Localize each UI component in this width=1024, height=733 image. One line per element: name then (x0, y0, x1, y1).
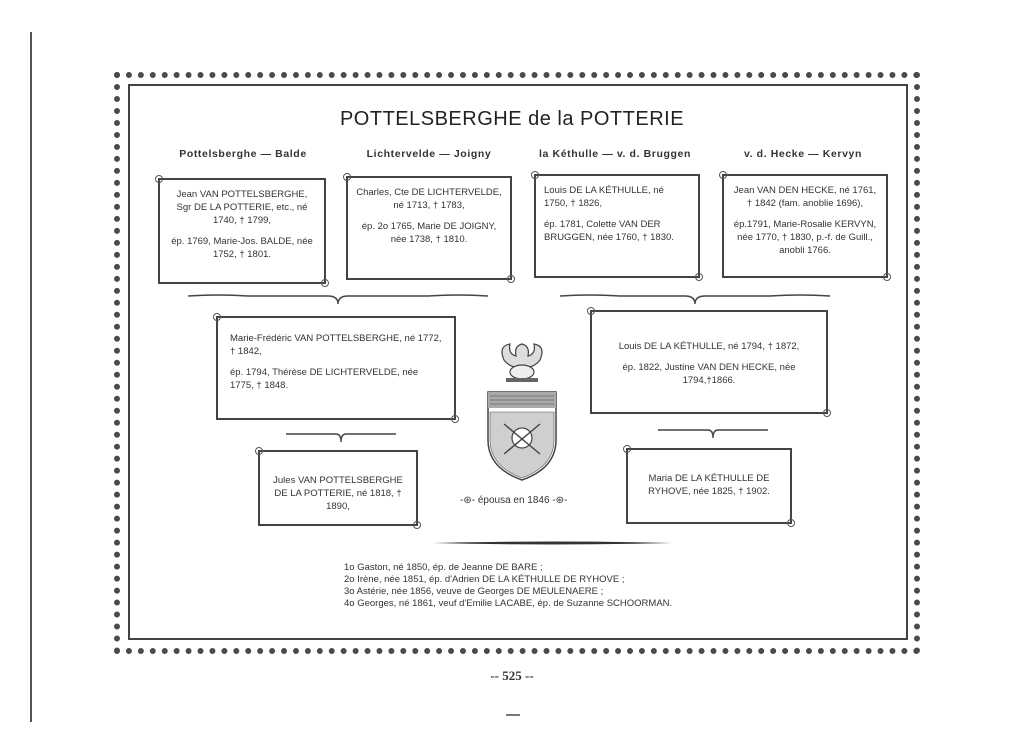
person-text: Jean VAN DEN HECKE, né 1761, † 1842 (fam. anoblie 1696), (733, 185, 877, 209)
person-box-louis-kethulle (590, 310, 828, 414)
page-number: -- 525 -- (490, 668, 534, 683)
person-box-lichtervelde-joigny (346, 176, 512, 280)
divider-rule (432, 541, 672, 545)
marriage-text: ép. 1822, Justine VAN DEN HECKE, née 1794,†1866. (622, 362, 796, 386)
marriage-text: ép. 2o 1765, Marie DE JOIGNY, née 1738, † 1810. (361, 221, 497, 245)
person-text: Maria DE LA KÉTHULLE DE RYHOVE, née 1825, † 1902. (648, 473, 770, 497)
heraldic-shield-icon (484, 342, 560, 482)
connector-brace-4 (658, 426, 768, 440)
children-list (344, 562, 672, 610)
column-head-1: Pottelsberghe — Balde (179, 148, 307, 160)
connector-brace-2 (560, 292, 830, 306)
child-item: 1o Gaston, né 1850, ép. de Jeanne DE BARE ; (344, 562, 543, 573)
page-title: POTTELSBERGHE de la POTTERIE (339, 108, 685, 130)
column-head-3: la Kéthulle — v. d. Bruggen (539, 148, 691, 160)
marriage-text: ép.1791, Marie-Rosalie KERVYN, née 1770, † 1830, p.-f. de Guill., anobli 1766. (733, 219, 877, 256)
marriage-text: ép. 1794, Thérèse DE LICHTERVELDE, née 1775, † 1848. (230, 367, 419, 391)
child-item: 4o Georges, né 1861, veuf d'Emilie LACABE, ép. de Suzanne SCHOORMAN. (344, 598, 673, 609)
person-text: Marie-Frédéric VAN POTTELSBERGHE, né 1772, † 1842, (230, 333, 442, 357)
connector-brace-3 (286, 430, 396, 444)
person-text: Charles, Cte DE LICHTERVELDE, né 1713, † 1783, (356, 187, 502, 211)
child-item: 3o Astérie, née 1856, veuve de Georges DE MEULENAERE ; (344, 586, 604, 597)
footer-mark (506, 714, 520, 716)
person-text: Louis DE LA KÉTHULLE, né 1750, † 1826, (544, 185, 664, 209)
column-head-4: v. d. Hecke — Kervyn (743, 148, 863, 160)
person-text: Louis DE LA KÉTHULLE, né 1794, † 1872, (618, 341, 800, 352)
column-head-2: Lichtervelde — Joigny (366, 148, 492, 160)
person-text: Jules VAN POTTELSBERGHE DE LA POTTERIE, né 1818, † 1890, (273, 475, 403, 512)
marriage-text: ép. 1781, Colette VAN DER BRUGGEN, née 1760, † 1830. (544, 219, 674, 243)
person-box-jules (258, 450, 418, 526)
person-box-hecke-kervyn (722, 174, 888, 278)
person-box-pottelsberghe-balde (158, 178, 326, 284)
connector-brace-1 (188, 292, 488, 306)
child-item: 2o Irène, née 1851, ép. d'Adrien DE LA KÉTHULLE DE RYHOVE ; (344, 574, 625, 585)
marriage-label: -⊛- épousa en 1846 -⊛- (460, 495, 568, 506)
person-box-marie-frederic (216, 316, 456, 420)
book-spine-line (30, 32, 32, 722)
person-box-kethulle-bruggen (534, 174, 700, 278)
marriage-text: ép. 1769, Marie-Jos. BALDE, née 1752, † 1801. (171, 236, 313, 260)
person-box-maria (626, 448, 792, 524)
person-text: Jean VAN POTTELSBERGHE, Sgr DE LA POTTERIE, etc., né 1740, † 1799, (176, 189, 308, 226)
